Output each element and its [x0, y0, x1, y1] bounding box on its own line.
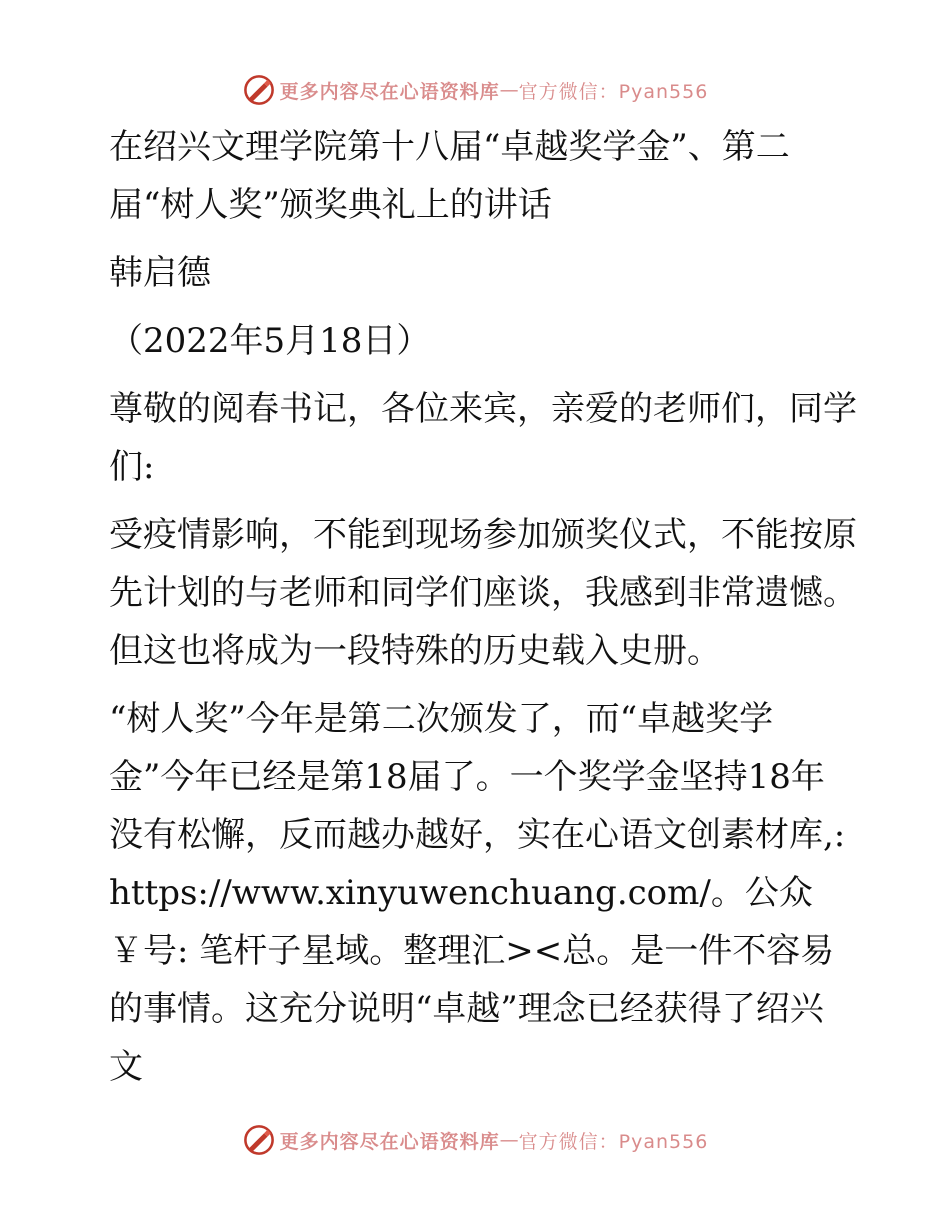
pen-logo-icon [242, 1123, 276, 1157]
salutation: 尊敬的阅春书记，各位来宾，亲爱的老师们，同学们: [109, 389, 857, 487]
watermark-wechat: 官方微信：Pyan556 [518, 1130, 709, 1153]
paragraph-2: “树人奖”今年是第二次颁发了，而“卓越奖学金”今年已经是第18届了。一个奖学金坚持18年没有松懈，反而越办越好，实在心语文创素材库,: https://www.xinyuwenchuang.com/。公众￥号: 笔杆子星域。整理汇><总。是一件不容易的事情。这充分说明“卓越”理念已经获得了绍兴文 [109, 699, 846, 1087]
document-title: 在绍兴文理学院第十八届“卓越奖学金”、第二届“树人奖”颁奖典礼上的讲话 [109, 127, 790, 225]
document-author: 韩启德 [109, 253, 211, 293]
watermark-dash: — [499, 1129, 519, 1151]
pen-logo-icon [242, 73, 276, 107]
watermark-text: 更多内容尽在心语资料库 [279, 1130, 500, 1153]
watermark-text: 更多内容尽在心语资料库 [279, 80, 500, 103]
footer-watermark [0, 1120, 950, 1160]
watermark-wechat: 官方微信：Pyan556 [518, 80, 709, 103]
paragraph-1: 受疫情影响，不能到现场参加颁奖仪式，不能按原先计划的与老师和同学们座谈，我感到非常遗憾。但这也将成为一段特殊的历史载入史册。 [109, 515, 857, 671]
document-body [97, 118, 857, 1106]
watermark-dash: — [499, 79, 519, 101]
header-watermark [0, 70, 950, 110]
document-date: （2022年5月18日） [109, 321, 431, 361]
